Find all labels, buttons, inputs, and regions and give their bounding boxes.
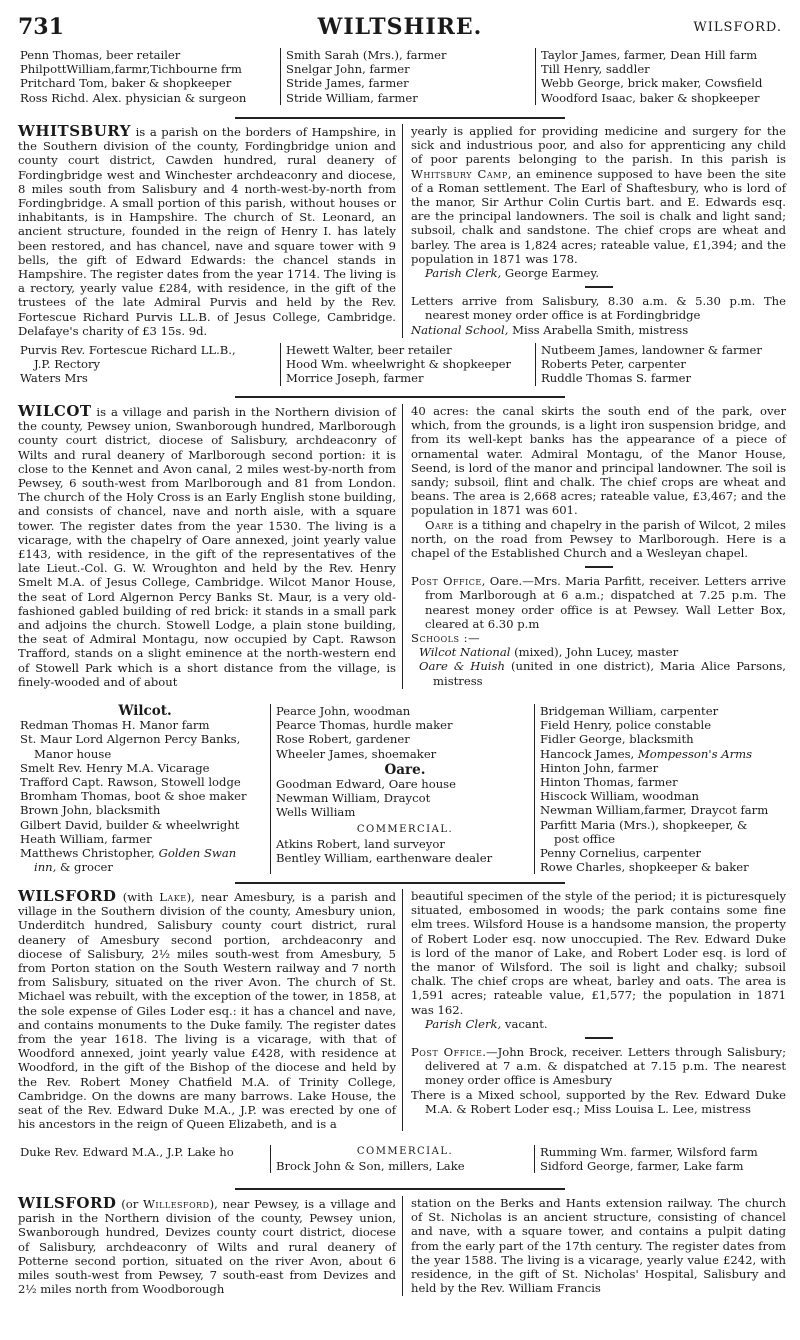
list-item: Rumming Wm. farmer, Wilsford farm xyxy=(540,1145,758,1159)
place-name: Lake xyxy=(159,890,187,904)
short-divider xyxy=(585,566,613,568)
short-divider xyxy=(585,1037,613,1039)
list-item: Hancock James, Mompesson's Arms xyxy=(540,746,753,761)
post-office-label: Post Office xyxy=(411,1045,483,1060)
list-item: Trafford Capt. Rawson, Stowell lodge xyxy=(20,775,241,790)
parish-description-cont: , an eminence supposed to have been the site of a Roman settlement. The Earl of Shaftesbury, who is lord of the manor, Sir Arthur Colin Curtis bart. and E. Edwards esq. are the principal landowners. The soil is chalk and light sand; subsoil, chalk and sandstone. The chief crops are wheat and barley. The area is 1,824 acres; rateable value, £1,394; and the population in 1871 was 178. xyxy=(411,166,786,266)
schools-label: Schools :— xyxy=(411,631,481,646)
list-item: Snelgar John, farmer xyxy=(286,62,410,77)
school-label: National School, xyxy=(411,322,509,337)
list-column xyxy=(18,1145,270,1173)
list-item: Waters Mrs xyxy=(20,371,88,386)
short-divider xyxy=(585,286,613,288)
list-item: Till Henry, saddler xyxy=(541,62,650,77)
section-divider xyxy=(235,882,565,884)
list-column xyxy=(280,343,535,386)
parish-clerk-label: Parish Clerk, xyxy=(425,266,502,281)
list-item: Hewett Walter, beer retailer xyxy=(286,343,452,357)
list-item: Parfitt Maria (Mrs.), shopkeeper, & xyxy=(540,817,748,832)
list-column xyxy=(270,1145,534,1173)
business-name: inn, xyxy=(34,860,57,875)
list-item: Hinton John, farmer xyxy=(540,760,659,775)
right-column xyxy=(402,124,786,338)
list-item: Rowe Charles, shopkeeper & baker xyxy=(540,860,749,875)
list-item: Ruddle Thomas S. farmer xyxy=(541,371,692,386)
parish-description-cont: 40 acres: the canal skirts the south end of the park, over which, from the grounds, is a light iron suspension bridge, and from its well-kept banks has the appearance of a piece of ornamental water. Admiral Montagu, of the Manor House, Seend, is lord of the manor and principal landowner. The soil is sandy; subsoil, flint and chalk. The chief crops are wheat and beans. The area is 2,668 acres; rateable value, £3,467; and the population in 1871 was 601. xyxy=(411,404,786,518)
county-title: WILTSHIRE. xyxy=(317,14,483,40)
list-column xyxy=(270,704,534,874)
list-item: Brock John & Son, millers, Lake xyxy=(276,1159,465,1174)
school-info: Miss Arabella Smith, mistress xyxy=(508,322,689,337)
school-info: There is a Mixed school, supported by the Rev. Edward Duke M.A. & Robert Loder esq.; Miss Louisa L. Lee, mistress xyxy=(411,1087,786,1116)
list-item: Penny Cornelius, carpenter xyxy=(540,846,701,861)
wilcot-residents-list xyxy=(18,704,788,874)
commercial-heading: COMMERCIAL. xyxy=(356,823,454,835)
whitsbury-residents-list xyxy=(18,343,788,386)
left-column xyxy=(18,124,402,338)
list-item: PhilpottWilliam,farmr,Tichbourne frm xyxy=(20,62,242,77)
list-item: Purvis Rev. Fortescue Richard LL.B., xyxy=(20,343,236,357)
list-column-body xyxy=(20,718,270,874)
parish-clerk: George Earmey. xyxy=(501,266,600,281)
list-item: Taylor James, farmer, Dean Hill farm xyxy=(541,48,758,62)
parish-clerk-label: Parish Clerk, xyxy=(425,1016,502,1031)
list-item: Bromham Thomas, boot & shoe maker xyxy=(20,789,247,804)
commercial-heading: COMMERCIAL. xyxy=(356,1146,454,1157)
list-item: Woodford Isaac, baker & shopkeeper xyxy=(541,90,760,105)
list-column xyxy=(534,1145,788,1173)
business-name: Mompesson's Arms xyxy=(637,746,753,761)
list-column xyxy=(18,343,280,386)
list-item: Atkins Robert, land surveyor xyxy=(276,836,445,851)
place-name: Willesford xyxy=(143,1197,210,1211)
list-item: Stride William, farmer xyxy=(286,90,418,105)
list-item: inn, & grocer xyxy=(34,860,113,875)
top-residents-list xyxy=(18,48,788,105)
parish-description-cont: yearly is applied for providing medicine and surgery for the sick and industrious poor, and also for apprenticing any child of poor parents belonging to the parish. In this parish is xyxy=(411,124,786,167)
list-item: St. Maur Lord Algernon Percy Banks, xyxy=(20,732,241,747)
list-item: Wells William xyxy=(276,805,356,820)
wilsford-pewsey-entry xyxy=(18,1196,788,1296)
section-divider xyxy=(235,117,565,119)
list-item: Webb George, brick maker, Cowsfield xyxy=(541,76,763,91)
place-name: Whitsbury Camp xyxy=(411,166,508,181)
list-item: Pritchard Tom, baker & shopkeeper xyxy=(20,76,232,91)
list-item: Stride James, farmer xyxy=(286,76,409,91)
parish-description-cont: station on the Berks and Hants extension railway. The church of St. Nicholas is an ancient structure, consisting of chancel and nave, with a square tower, and contains a pulpit dating from the early part of the 17th century. The register dates from the year 1588. The living is a vicarage, yearly value £242, with residence, in the gift of St. Nicholas' Hospital, Salisbury and held by the Rev. William Francis xyxy=(411,1196,786,1296)
parish-description: ), near Amesbury, is a parish and village in the Southern division of the county, Amesbury union, Underditch hundred, Salisbury county court district, rural deanery of Amesbury second portion, archdeaconry and diocese of Salisbury, 2½ miles south-west from Amesbury, 5 from Porton station on the South Western railway and 7 north from Salisbury, situated on the river Avon. The church of St. Michael was rebuilt, with the exception of the tower, in 1858, at the sole expense of Giles Loder esq.: it has a chancel and nave, and contains monuments to the Duke family. The register dates from the year 1618. The living is a vicarage, with that of Woodford annexed, joint yearly value £428, with residence at Woodford, in the gift of the Bishop of the diocese and held by the Rev. Robert Money Chatfield M.A. of Trinity College, Cambridge. On the downs are many barrows. Lake House, the seat of the Rev. Edward Duke M.A., J.P. was erected by one of his ancestors in the reign of Queen Elizabeth, and is a xyxy=(18,890,396,1132)
list-item: Penn Thomas, beer retailer xyxy=(20,48,181,62)
post-office-info: .—John Brock, receiver. Letters through Salisbury; delivered at 7 a.m. & dispatched at 7.15 p.m. The nearest money order office is Amesbury xyxy=(425,1045,786,1088)
list-item: Hood Wm. wheelwright & shopkeeper xyxy=(286,357,512,372)
right-column xyxy=(402,889,786,1131)
list-item: Brown John, blacksmith xyxy=(20,803,161,818)
list-item: Rose Robert, gardener xyxy=(276,732,410,747)
list-item: Redman Thomas H. Manor farm xyxy=(20,718,210,733)
list-column xyxy=(534,704,788,874)
list-item: Pearce Thomas, hurdle maker xyxy=(276,718,453,733)
business-name: Golden Swan xyxy=(158,846,237,861)
list-item: Bentley William, earthenware dealer xyxy=(276,851,493,866)
running-head: WILSFORD. xyxy=(693,20,782,35)
parish-qualifier: (with xyxy=(116,890,160,904)
subsection-heading: Oare. xyxy=(384,761,426,778)
list-column xyxy=(280,48,535,105)
list-column xyxy=(18,704,270,874)
list-item: post office xyxy=(554,831,615,846)
list-column xyxy=(535,343,788,386)
list-column xyxy=(18,48,280,105)
page-number: 731 xyxy=(18,14,64,40)
list-item: J.P. Rectory xyxy=(34,357,101,372)
parish-name: WHITSBURY xyxy=(18,122,132,140)
parish-name: WILSFORD xyxy=(18,1194,117,1212)
list-item: Matthews Christopher, Golden Swan xyxy=(20,846,237,861)
school-name: Wilcot National xyxy=(419,645,511,660)
list-item: Field Henry, police constable xyxy=(540,718,712,733)
parish-description: ), near Pewsey, is a village and parish in the Northern division of the county, Pewsey union, Swanborough hundred, Devizes county court district, diocese of Salisbury, archdeaconry of Wilts and rural deanery of Potterne second portion, situated on the river Avon, about 6 miles south-west from Pewsey, 7 south-east from Devizes and 2½ miles north from Woodborough xyxy=(18,1197,396,1297)
list-item: Newman William, Draycot xyxy=(276,791,431,806)
wilsford-lake-residents-list xyxy=(18,1145,788,1173)
subsection-heading: Wilcot. xyxy=(118,703,172,719)
whitsbury-entry xyxy=(18,124,788,338)
parish-qualifier: (or xyxy=(116,1197,144,1211)
list-item: Hinton Thomas, farmer xyxy=(540,775,678,790)
list-item: Duke Rev. Edward M.A., J.P. Lake ho xyxy=(20,1145,234,1159)
left-column xyxy=(18,1196,402,1296)
section-divider xyxy=(235,396,565,398)
parish-description-cont: beautiful specimen of the style of the period; it is picturesquely situated, embosomed in woods; the park contains some fine elm trees. Wilsford House is a handsome mansion, the property of Robert Loder esq. now unoccupied. The Rev. Edward Duke is lord of the manor of Lake, and Robert Loder esq. is lord of the manor of Wilsford. The soil is light and chalky; subsoil chalk. The chief crops are wheat, barley and oats. The area is 1,591 acres; rateable value, £1,577; the population in 1871 was 162. xyxy=(411,889,786,1017)
list-item: Hiscock William, woodman xyxy=(540,789,699,804)
list-item: Goodman Edward, Oare house xyxy=(276,777,456,792)
list-item: Bridgeman William, carpenter xyxy=(540,704,719,718)
list-item: Roberts Peter, carpenter xyxy=(541,357,686,372)
list-item: Fidler George, blacksmith xyxy=(540,732,694,747)
list-item: Pearce John, woodman xyxy=(276,704,411,718)
place-name: Oare xyxy=(425,517,455,532)
parish-name: WILCOT xyxy=(18,402,92,420)
school-name: Oare & Huish xyxy=(419,659,505,674)
list-item: Wheeler James, shoemaker xyxy=(276,746,437,761)
list-item: Smith Sarah (Mrs.), farmer xyxy=(286,48,447,62)
letters-info: Letters arrive from Salisbury, 8.30 a.m. & 5.30 p.m. The nearest money order office is at Fordingbridge xyxy=(411,294,786,323)
list-column xyxy=(535,48,788,105)
wilcot-entry xyxy=(18,404,788,689)
parish-clerk: vacant. xyxy=(501,1016,548,1031)
left-column xyxy=(18,404,402,689)
list-item: Sidford George, farmer, Lake farm xyxy=(540,1159,744,1174)
school-info: (united in one district), Maria Alice Parsons, mistress xyxy=(433,659,786,688)
parish-description: is a parish on the borders of Hampshire, in the Southern division of the county, Fordingbridge union and county court district, Cawden hundred, rural deanery of Fordingbridge west and Winchester archdeaconry and diocese, 8 miles south from Salisbury and 4 north-west-by-north from Fordingbridge. A small portion of this parish, without houses or inhabitants, is in Hampshire. The church of St. Leonard, an ancient structure, founded in the reign of Henry I. has lately been restored, and has chancel, nave and square tower with 9 bells, the gift of Edward Edwards: the chancel stands in Hampshire. The register dates from the year 1714. The living is a rectory, yearly value £284, with residence, in the gift of the trustees of the late Admiral Purvis and held by the Rev. Fortescue Richard Purvis LL.B. of Jesus College, Cambridge. Delafaye's charity of £3 15s. 9d. xyxy=(18,125,396,338)
list-item: Nutbeem James, landowner & farmer xyxy=(541,343,762,357)
right-column xyxy=(402,404,786,689)
parish-name: WILSFORD xyxy=(18,887,117,905)
school-info: (mixed), John Lucey, master xyxy=(510,645,679,660)
wilsford-lake-entry xyxy=(18,889,788,1131)
list-column-body xyxy=(540,704,788,874)
list-item: Gilbert David, builder & wheelwright xyxy=(20,817,240,832)
list-item: Newman William,farmer, Draycot farm xyxy=(540,803,769,818)
left-column xyxy=(18,889,402,1131)
parish-description: is a village and parish in the Northern division of the county, Pewsey union, Swanborough hundred, Marlborough county court district, diocese of Salisbury, archdeaconry of Wilts and rural deanery of Marlborough second portion: it is close to the Kennet and Avon canal, 2 miles west-by-north from Pewsey, 6 south-west from Marlborough and 81 from London. The church of the Holy Cross is an Early English stone building, and consists of chancel, nave and north aisle, with a square tower. The register dates from the year 1530. The living is a vicarage, with the chapelry of Oare annexed, joint yearly value £143, with residence, in the gift of the representatives of the late Lieut.-Col. G. W. Wroughton and held by the Rev. Henry Smelt M.A. of Jesus College, Cambridge. Wilcot Manor House, the seat of Lord Algernon Percy Banks St. Maur, is a very old-fashioned gabled building of red brick: it stands in a small park and adjoins the church. Stowell Lodge, a plain stone building, the seat of Admiral Montagu, now occupied by Capt. Rawson Trafford, stands on a slight eminence at the north-western end of Stowell Park which is a short distance from the village, is finely-wooded and of about xyxy=(18,405,396,689)
section-divider xyxy=(235,1188,565,1190)
list-item: Manor house xyxy=(34,746,112,761)
post-office-info: , Oare.—Mrs. Maria Parfitt, receiver. Letters arrive from Marlborough at 6 a.m.; dispatched at 7.25 p.m. The nearest money order office is at Pewsey. Wall Letter Box, cleared at 6.30 p.m xyxy=(425,574,786,631)
list-item: Smelt Rev. Henry M.A. Vicarage xyxy=(20,760,210,775)
post-office-label: Post Office xyxy=(411,574,482,589)
list-item: Heath William, farmer xyxy=(20,831,152,846)
list-item: Morrice Joseph, farmer xyxy=(286,371,424,386)
list-item: Ross Richd. Alex. physician & surgeon xyxy=(20,90,247,105)
oare-description: is a tithing and chapelry in the parish of Wilcot, 2 miles north, on the road from Pewsey to Marlborough. Here is a chapel of the Established Church and a Wesleyan chapel. xyxy=(411,517,786,561)
right-column xyxy=(402,1196,786,1296)
